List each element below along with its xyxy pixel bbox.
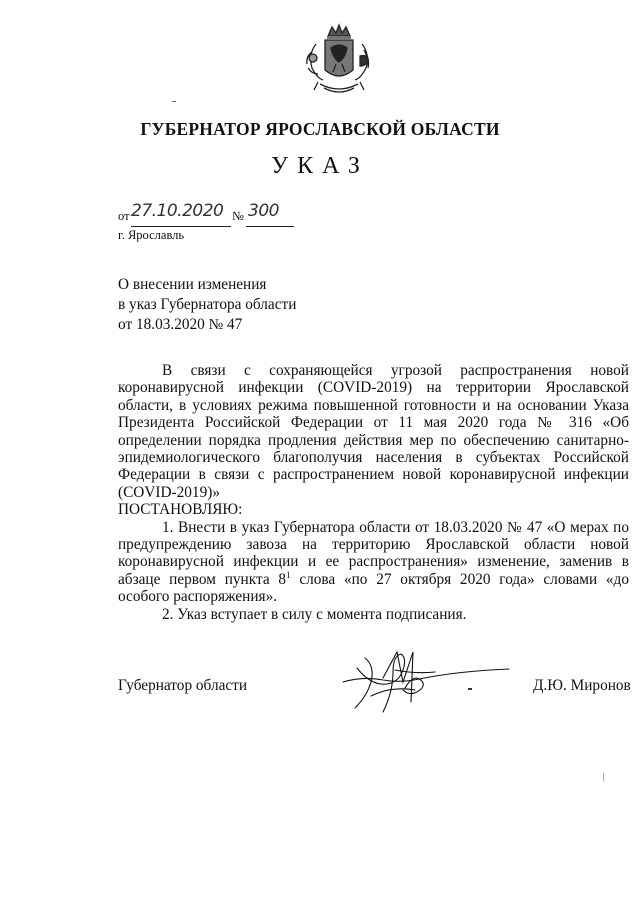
decree-word: ПОСТАНОВЛЯЮ: <box>118 501 243 519</box>
date-underline <box>131 226 231 227</box>
handwritten-signature-icon <box>335 648 510 720</box>
signature-dot <box>468 688 472 690</box>
subject-line: О внесении изменения <box>118 276 267 293</box>
handwritten-date: 27.10.2020 <box>131 201 224 221</box>
issuer-title: ГУБЕРНАТОР ЯРОСЛАВСКОЙ ОБЛАСТИ <box>140 119 500 139</box>
scan-mark <box>603 773 604 781</box>
subject-line: от 18.03.2020 № 47 <box>118 316 243 333</box>
scan-mark <box>172 101 176 102</box>
coat-of-arms-icon <box>296 22 382 104</box>
item-1-text-end: слова «по 27 октября 2020 года» словами «до особого распоряжения». <box>118 570 629 606</box>
document-type: УКАЗ <box>271 153 369 179</box>
signer-title: Губернатор области <box>118 677 248 694</box>
city: г. Ярославль <box>118 228 185 242</box>
item-2-paragraph: 2. Указ вступает в силу с момента подписания. <box>162 605 467 623</box>
item-1-superscript: 1 <box>286 569 291 580</box>
number-underline <box>246 226 294 227</box>
item-1-text: 1. Внести в указ Губернатора области от 18.03.2020 № 47 «О мерах по предупреждению завоза на территорию Ярославской области новой коронавирусной инфекции и ее распространения» изменение, заменив в абзаце первом пункта 8 <box>118 518 629 588</box>
preamble-paragraph: В связи с сохраняющейся угрозой распространения новой коронавирусной инфекции (COVID-2019) на территории Ярославской области, в условиях режима повышенной готовности и на основании Указа Президента Российской Федерации от 11 мая 2020 года № 316 «Об определении порядка продления действия мер по обеспечению санитарно-эпидемиологического благополучия населения в субъектах Российской Федерации в связи с распространением новой коронавирусной инфекции (COVID-2019)» <box>118 362 629 501</box>
item-1-paragraph <box>118 519 629 606</box>
decree-body <box>118 362 629 623</box>
signer-name: Д.Ю. Миронов <box>533 677 631 694</box>
registration-line <box>118 203 298 225</box>
subject-block <box>118 275 378 335</box>
date-prefix: от <box>118 209 130 223</box>
handwritten-number: 300 <box>248 201 279 221</box>
number-prefix: № <box>232 209 244 223</box>
subject-line: в указ Губернатора области <box>118 296 297 313</box>
